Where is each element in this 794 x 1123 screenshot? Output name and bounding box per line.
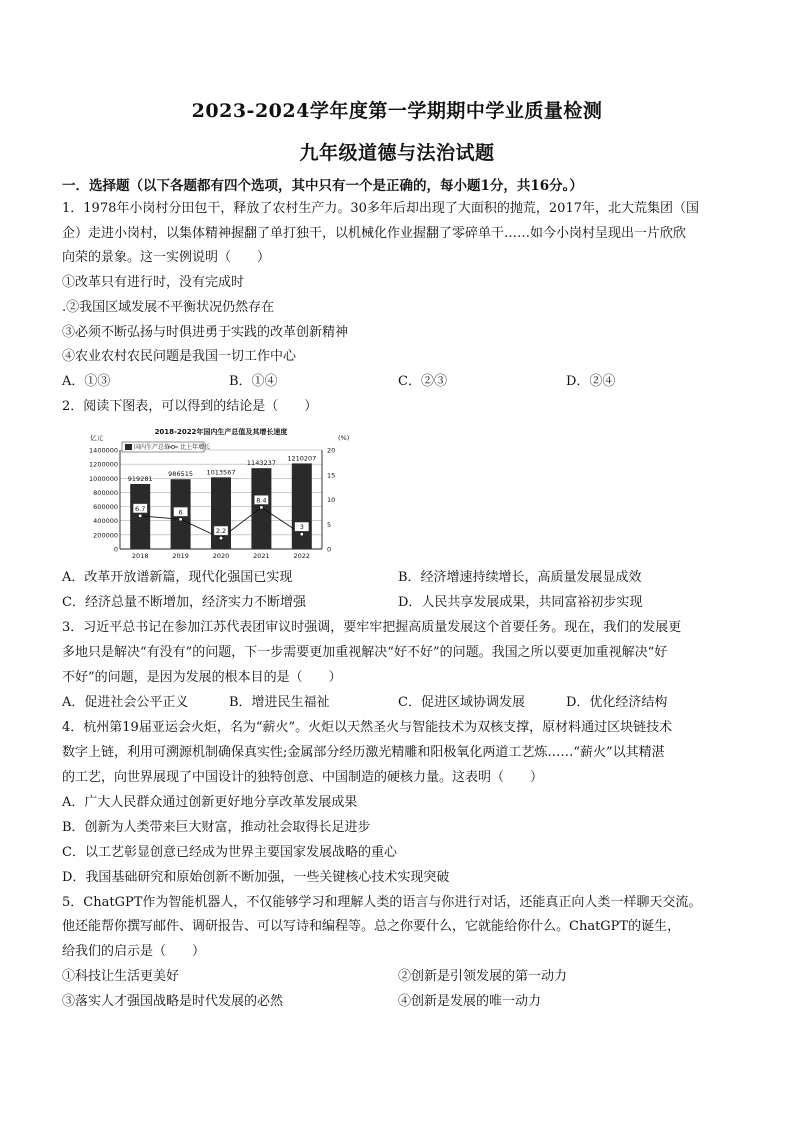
exam-subtitle: 九年级道德与法治试题 — [299, 142, 495, 164]
right-tick-label: 0 — [327, 545, 332, 554]
growth-point — [179, 518, 183, 522]
q1-item-2: .②我国区域发展不平衡状况仍然存在 — [62, 300, 275, 315]
q3-option-d: D．优化经济结构 — [566, 695, 668, 710]
growth-point-label: 8.4 — [256, 496, 267, 505]
x-tick-label: 2020 — [212, 552, 230, 560]
growth-point — [260, 506, 264, 510]
q5-item-2: ②创新是引领发展的第一动力 — [398, 969, 568, 984]
q1-option-c: C．②③ — [398, 374, 447, 389]
q1-stem-line-2: 企）走进小岗村，以集体精神握翻了单打独干，以机械化作业握翻了零碎单干……如今小岗村呈现出一片欣欣 — [62, 226, 687, 241]
q1-item-3: ③必须不断弘扬与时俱进勇于实践的改革创新精神 — [62, 325, 349, 340]
q1-option-b: B．①④ — [229, 374, 278, 389]
left-tick-label: 200000 — [93, 531, 118, 540]
q4-option-b: B．创新为人类带来巨大财富，推动社会取得长足进步 — [62, 820, 371, 835]
q2-option-a: A．改革开放谱新篇，现代化强国已实现 — [62, 570, 293, 585]
gdp-bar-label: 1143237 — [246, 459, 276, 468]
right-axis-unit: (%) — [338, 434, 350, 442]
gdp-bar-label: 986515 — [168, 470, 194, 479]
right-tick-label: 5 — [327, 520, 332, 529]
legend-bar-label: 国内生产总值 — [134, 444, 171, 451]
q3-option-c: C．促进区域协调发展 — [398, 695, 525, 710]
left-tick-label: 1200000 — [89, 460, 118, 469]
q3-option-a: A．促进社会公平正义 — [62, 695, 189, 710]
q5-stem-line-2: 他还能帮你撰写邮件、调研报告、可以写诗和编程等。总之你要什么，它就能给你什么。ChatGPT的诞生， — [62, 919, 681, 934]
q1-item-1: ①改革只有进行时，没有完成时 — [62, 275, 245, 290]
growth-point-label: 3 — [299, 523, 304, 532]
growth-point — [219, 536, 223, 540]
q5-item-4: ④创新是发展的唯一动力 — [398, 994, 542, 1009]
q2-option-d: D．人民共享发展成果，共同富裕初步实现 — [398, 595, 643, 610]
gdp-chart-svg — [76, 424, 358, 564]
q1-stem-line-3: 向荣的景象。这一实例说明（ ） — [62, 250, 271, 265]
chart-title: 2018-2022年国内生产总值及其增长速度 — [154, 428, 288, 436]
x-tick-label: 2022 — [293, 552, 311, 560]
x-tick-label: 2018 — [131, 552, 149, 560]
growth-point-label: 6.7 — [135, 504, 146, 513]
right-tick-label: 20 — [327, 446, 336, 455]
q4-option-d: D．我国基础研究和原始创新不断加强，一些关键核心技术实现突破 — [62, 870, 450, 885]
left-tick-label: 0 — [113, 545, 118, 554]
growth-point-label: 2.2 — [215, 527, 227, 536]
q1-option-a: A．①③ — [62, 374, 111, 389]
q2-option-b: B．经济增速持续增长，高质量发展显成效 — [398, 570, 642, 585]
legend-bar-swatch — [125, 444, 132, 450]
left-tick-label: 1000000 — [89, 474, 118, 483]
growth-point — [138, 514, 142, 518]
q4-stem-line-2: 数字上链，利用可溯源机制确保真实性;金属部分经历激光精雕和阳极氧化两道工艺炼……“薪火”以其精湛 — [62, 745, 665, 760]
legend-line-label: 比上年增长 — [180, 444, 211, 451]
x-tick-label: 2021 — [253, 552, 270, 560]
q3-option-b: B．增进民生福祉 — [229, 695, 330, 710]
left-tick-label: 800000 — [93, 488, 118, 497]
x-tick-label: 2019 — [172, 552, 189, 560]
q5-stem-line-1: 5．ChatGPT作为智能机器人，不仅能够学习和理解人类的语言与你进行对话，还能真正向人类一样聊天交流。 — [62, 895, 702, 910]
left-tick-label: 1400000 — [89, 446, 118, 455]
gdp-bar-label: 1013567 — [206, 468, 236, 477]
right-tick-label: 15 — [327, 471, 336, 480]
q5-item-1: ①科技让生活更美好 — [62, 969, 180, 984]
q1-option-d: D．②④ — [566, 374, 616, 389]
growth-point — [300, 532, 304, 536]
q3-stem-line-3: 不好”的问题，是因为发展的根本目的是（ ） — [62, 670, 342, 685]
q1-item-4: ④农业农村农民问题是我国一切工作中心 — [62, 349, 297, 364]
exam-title: 2023-2024学年度第一学期期中学业质量检测 — [191, 100, 603, 122]
left-axis-unit: 亿元 — [90, 434, 103, 442]
q3-stem-line-1: 3．习近平总书记在参加江苏代表团审议时强调，要牢牢把握高质量发展这个首要任务。现在，我们的发展更 — [62, 620, 682, 635]
left-tick-label: 400000 — [93, 517, 118, 526]
gdp-bar-label: 1210207 — [287, 454, 317, 463]
gdp-chart — [76, 424, 358, 564]
gdp-bar-label: 919281 — [127, 474, 153, 483]
growth-point-label: 6 — [178, 508, 183, 517]
q4-option-c: C．以工艺彰显创意已经成为世界主要国家发展战略的重心 — [62, 845, 397, 860]
q4-stem-line-1: 4．杭州第19届亚运会火炬，名为“薪火”。火炬以天然圣火与智能技术为双核支撑，原材料通过区块链技术 — [62, 720, 673, 735]
left-tick-label: 600000 — [93, 503, 118, 512]
q4-stem-line-3: 的工艺，向世界展现了中国设计的独特创意、中国制造的硬核力量。这表明（ ） — [62, 770, 544, 785]
legend-line-marker — [171, 445, 174, 448]
q2-stem: 2．阅读下图表，可以得到的结论是（ ） — [62, 399, 318, 414]
right-tick-label: 10 — [327, 496, 336, 504]
q2-option-c: C．经济总量不断增加，经济实力不断增强 — [62, 595, 306, 610]
q4-option-a: A．广大人民群众通过创新更好地分享改革发展成果 — [62, 795, 358, 810]
q3-stem-line-2: 多地只是解决“有没有”的问题，下一步需要更加重视解决“好不好”的问题。我国之所以要更加重视解决“好 — [62, 645, 668, 660]
q5-item-3: ③落实人才强国战略是时代发展的必然 — [62, 994, 284, 1009]
q5-stem-line-3: 给我们的启示是（ ） — [62, 944, 206, 959]
q1-stem-line-1: 1．1978年小岗村分田包干，释放了农村生产力。30多年后却出现了大面积的抛荒，2017年，北大荒集团（国 — [62, 201, 699, 216]
section-heading: 一．选择题（以下各题都有四个选项，其中只有一个是正确的，每小题1分，共16分。） — [62, 178, 583, 194]
